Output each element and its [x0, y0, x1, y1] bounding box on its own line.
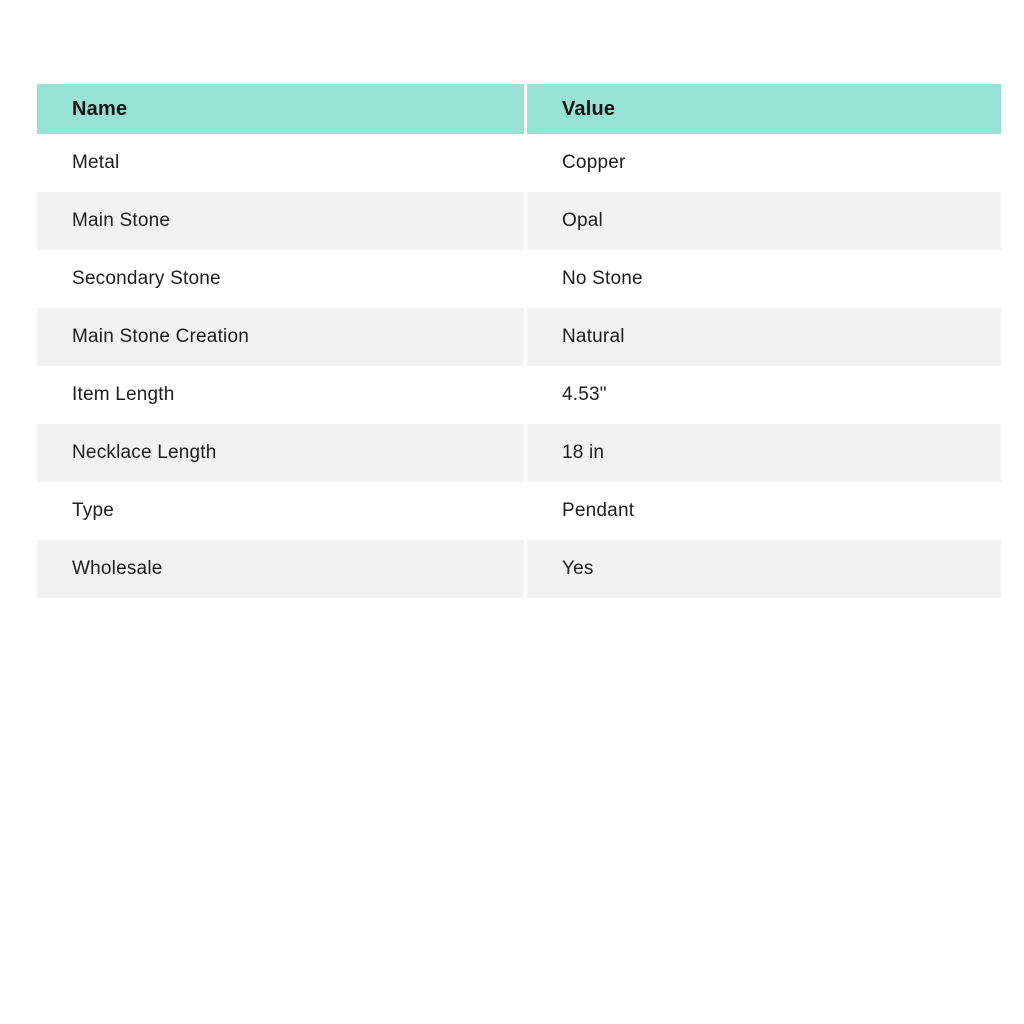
attribute-name: Item Length [37, 366, 524, 424]
attribute-value: Yes [527, 540, 1001, 598]
attribute-name: Main Stone Creation [37, 308, 524, 366]
table-row [37, 134, 1001, 192]
attribute-name: Main Stone [37, 192, 524, 250]
attribute-value: Opal [527, 192, 1001, 250]
table-header-row [37, 84, 1001, 134]
table-body [37, 134, 1001, 598]
table-row [37, 250, 1001, 308]
attribute-name: Necklace Length [37, 424, 524, 482]
table-row [37, 366, 1001, 424]
attribute-value: 18 in [527, 424, 1001, 482]
attribute-name: Type [37, 482, 524, 540]
attribute-name: Wholesale [37, 540, 524, 598]
attribute-value: 4.53" [527, 366, 1001, 424]
table-row [37, 424, 1001, 482]
attribute-value: Copper [527, 134, 1001, 192]
table-row [37, 482, 1001, 540]
attribute-name: Metal [37, 134, 524, 192]
table-row [37, 192, 1001, 250]
attribute-value: Pendant [527, 482, 1001, 540]
column-header-value: Value [527, 84, 1001, 134]
attributes-table [37, 84, 1001, 598]
attribute-name: Secondary Stone [37, 250, 524, 308]
column-header-name: Name [37, 84, 524, 134]
attribute-value: No Stone [527, 250, 1001, 308]
table-row [37, 540, 1001, 598]
attribute-value: Natural [527, 308, 1001, 366]
table-row [37, 308, 1001, 366]
